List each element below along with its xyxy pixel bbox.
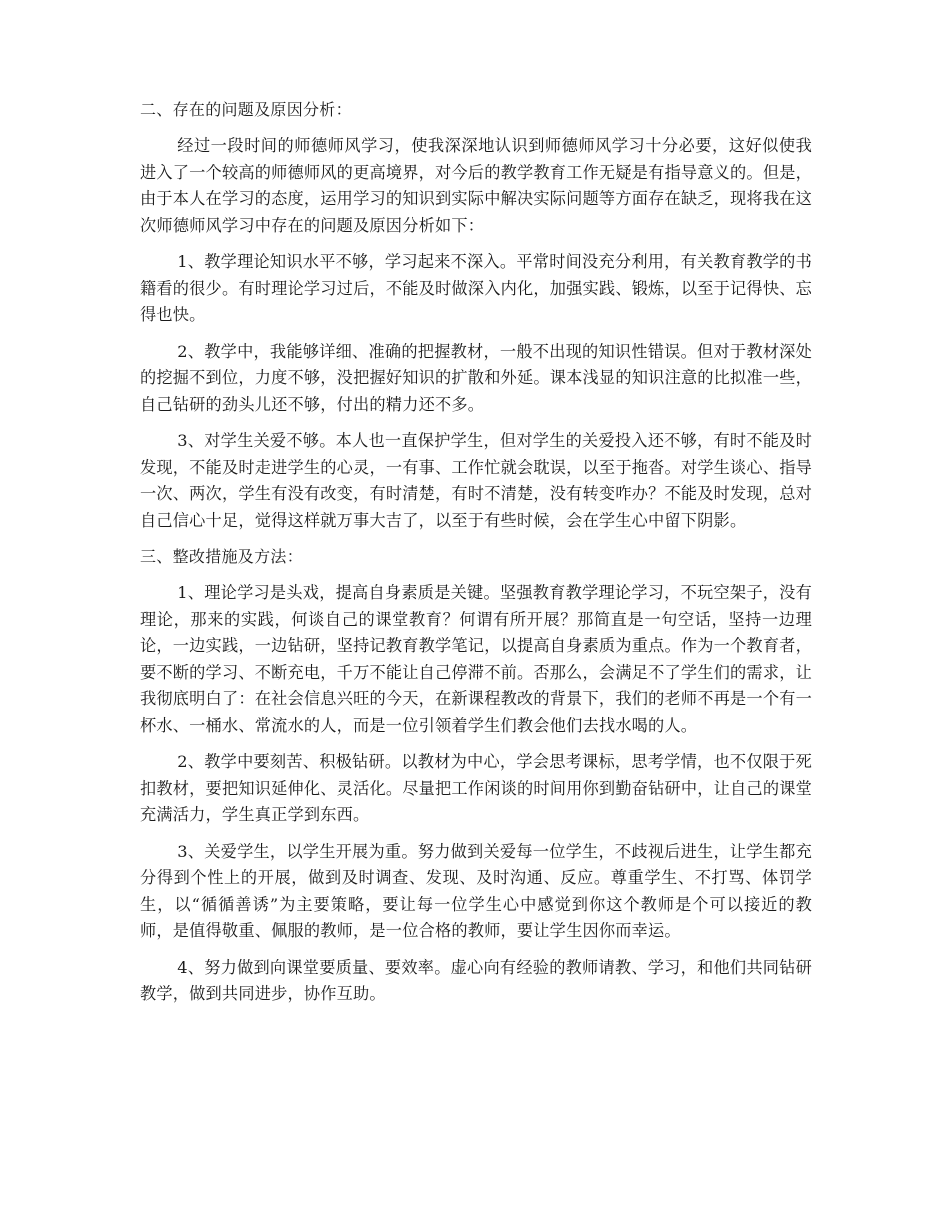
section-heading-measures: 三、整改措施及方法： <box>140 547 304 566</box>
paragraph-measure-2: 2、教学中要刻苦、积极钻研。以教材为中心，学会思考课标，思考学情，也不仅限于死扣教材，要把知识延伸化、灵活化。尽量把工作闲谈的时间用你到勤奋钻研中，让自己的课堂充满活力，学生真正学到东西。 <box>140 752 812 824</box>
paragraph-intro: 经过一段时间的师德师风学习，使我深深地认识到师德师风学习十分必要，这好似使我进入了一个较高的师德师风的更高境界，对今后的教学教育工作无疑是有指导意义的。但是，由于本人在学习的态度，运用学习的知识到实际中解决实际问题等方面存在缺乏，现将我在这次师德师风学习中存在的问题及原因分析如下： <box>140 136 812 235</box>
paragraph-measure-4: 4、努力做到向课堂要质量、要效率。虚心向有经验的教师请教、学习，和他们共同钻研教学，做到共同进步，协作互助。 <box>140 957 812 1003</box>
paragraph-problem-3: 3、对学生关爱不够。本人也一直保护学生，但对学生的关爱投入还不够，有时不能及时发现，不能及时走进学生的心灵，一有事、工作忙就会耽误，以至于拖沓。对学生谈心、指导一次、两次，学生有没有改变，有时清楚，有时不清楚，没有转变咋办？不能及时发现，总对自己信心十足，觉得这样就万事大吉了，以至于有些时候，会在学生心中留下阴影。 <box>140 431 812 530</box>
section-heading-problems: 二、存在的问题及原因分析： <box>140 100 352 119</box>
paragraph-problem-2: 2、教学中，我能够详细、准确的把握教材，一般不出现的知识性错误。但对于教材深处的挖掘不到位，力度不够，没把握好知识的扩散和外延。课本浅显的知识注意的比拟准一些，自己钻研的劲头儿还不够，付出的精力还不多。 <box>140 341 812 414</box>
document-page <box>140 97 812 1018</box>
paragraph-measure-3: 3、关爱学生，以学生开展为重。努力做到关爱每一位学生，不歧视后进生，让学生都充分得到个性上的开展，做到及时调查、发现、及时沟通、反应。尊重学生、不打骂、体罚学生，以“循循善诱”为主要策略，要让每一位学生心中感觉到你这个教师是个可以接近的教师，是值得敬重、佩服的教师，是一位合格的教师，要让学生因你而幸运。 <box>140 841 812 940</box>
paragraph-measure-1: 1、理论学习是头戏，提高自身素质是关键。坚强教育教学理论学习，不玩空架子，没有理论，那来的实践，何谈自己的课堂教育？何谓有所开展？那简直是一句空话，坚持一边理论，一边实践，一边钻研，坚持记教育教学笔记，以提高自身素质为重点。作为一个教育者，要不断的学习、不断充电，千万不能让自己停滞不前。否那么，会满足不了学生们的需求，让我彻底明白了：在社会信息兴旺的今天，在新课程教改的背景下，我们的老师不再是一个有一杯水、一桶水、常流水的人，而是一位引领着学生们教会他们去找水喝的人。 <box>140 583 812 735</box>
paragraph-problem-1: 1、教学理论知识水平不够，学习起来不深入。平常时间没充分利用，有关教育教学的书籍看的很少。有时理论学习过后，不能及时做深入内化，加强实践、锻炼，以至于记得快、忘得也快。 <box>140 252 812 324</box>
